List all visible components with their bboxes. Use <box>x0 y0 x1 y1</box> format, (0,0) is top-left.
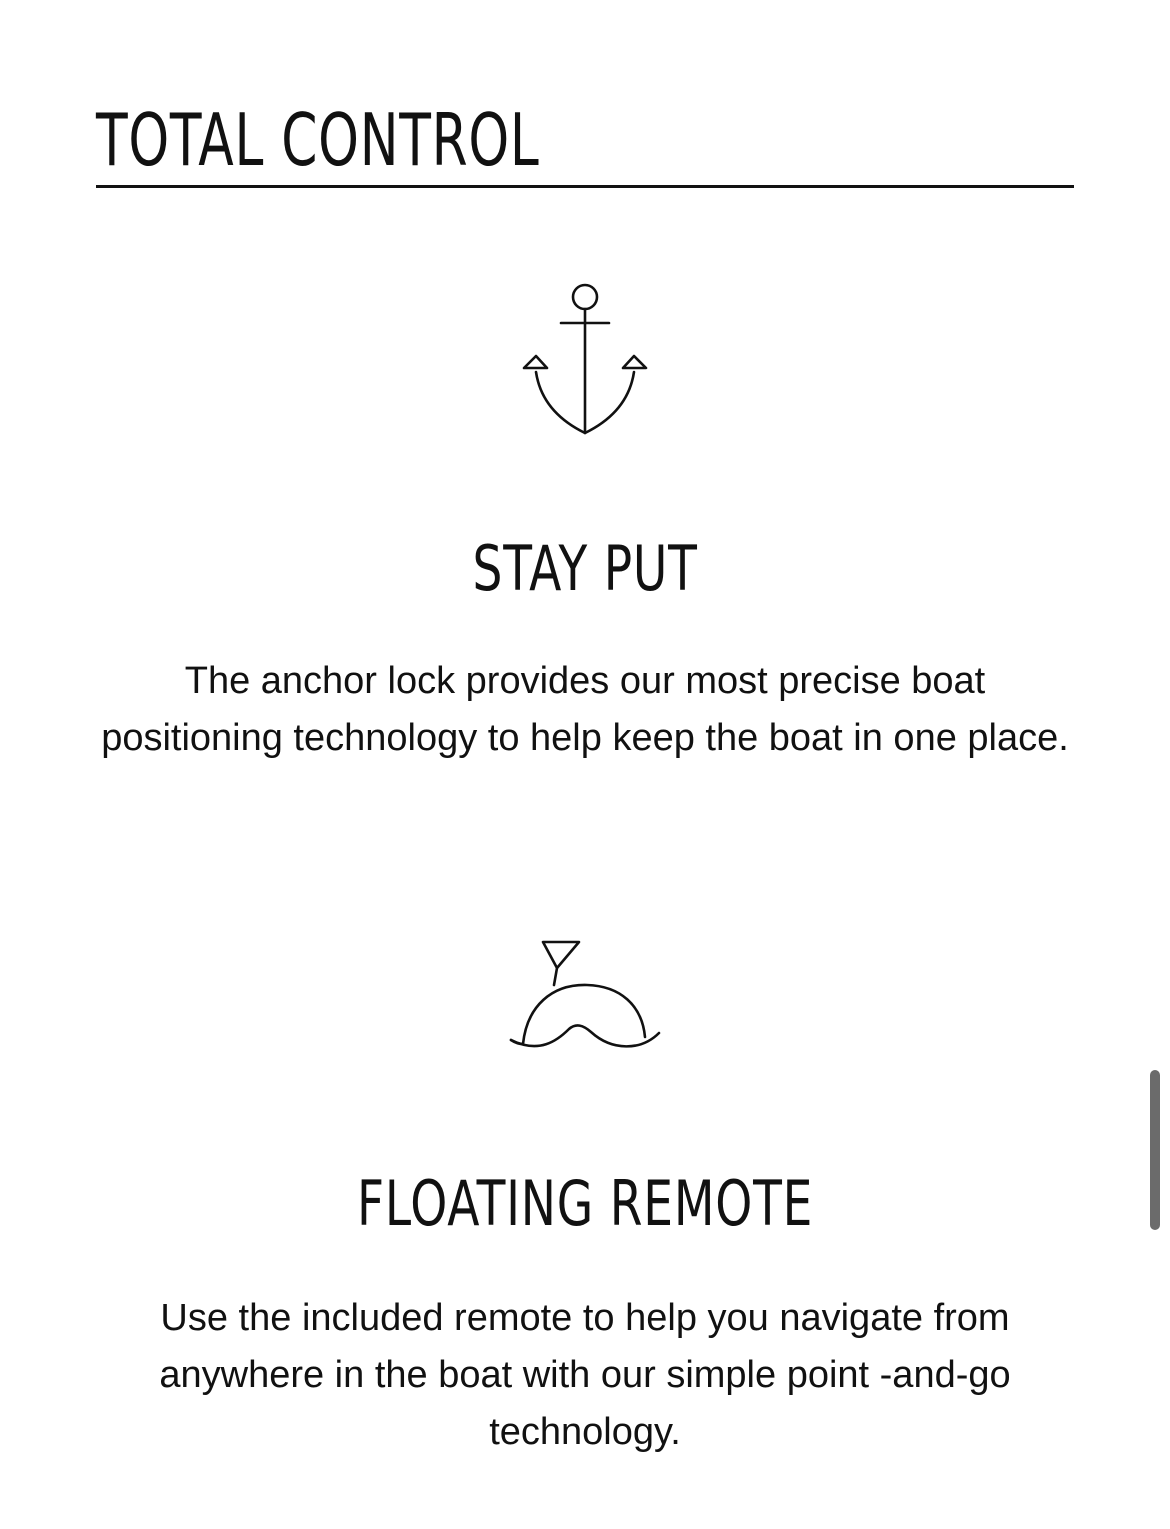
feature-title <box>0 1168 1170 1240</box>
section-title: TOTAL CONTROL <box>96 98 540 182</box>
section-header <box>96 96 1074 188</box>
feature-description: The anchor lock provides our most precise boat positioning technology to help keep the boat in one place. <box>101 660 1069 759</box>
feature-title-text: FLOATING REMOTE <box>356 1167 814 1240</box>
feature-icon-wrapper <box>0 280 1170 440</box>
feature-floating-remote <box>0 938 1170 1458</box>
buoy-flag-icon <box>509 938 661 1053</box>
anchor-icon <box>520 280 650 440</box>
feature-description: Use the included remote to help you navigate from anywhere in the boat with our simple point -and-go technology. <box>159 1297 1011 1453</box>
feature-stay-put <box>0 280 1170 840</box>
feature-title <box>0 533 1170 605</box>
feature-icon-wrapper <box>0 938 1170 1053</box>
vertical-scrollbar[interactable] <box>1150 1070 1160 1230</box>
feature-title-text: STAY PUT <box>472 532 698 605</box>
